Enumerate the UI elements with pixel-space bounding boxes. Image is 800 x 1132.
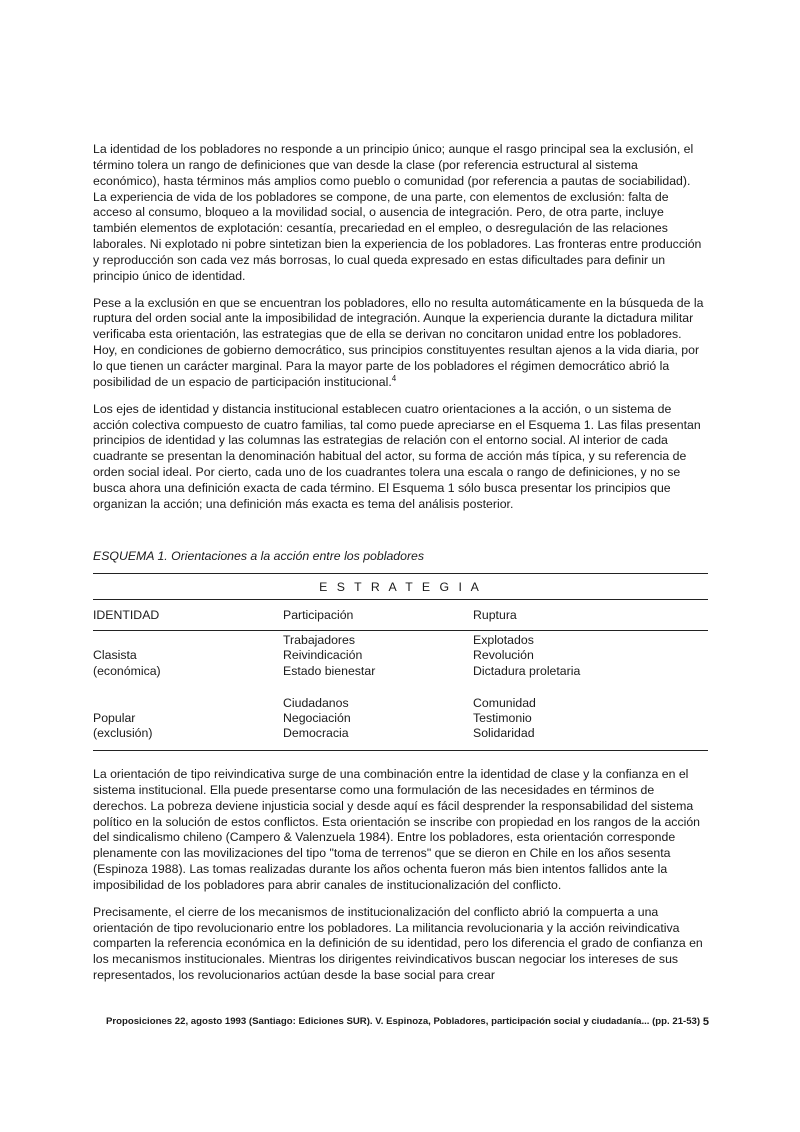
action-form: Reivindicación — [283, 648, 363, 663]
rupture-cell — [473, 633, 708, 679]
identity-sublabel: (exclusión) — [93, 726, 153, 741]
footnote-ref: 4 — [391, 373, 397, 383]
ideal-order: Solidaridad — [473, 726, 535, 741]
footer-citation: Proposiciones 22, agosto 1993 (Santiago: Ediciones SUR). V. Espinoza, Pobladores, participación social y ciudadanía... (pp. 21-53) — [106, 1016, 701, 1027]
strategy-header: E S T R A T E G I A — [319, 580, 482, 594]
paragraph-reivindicativa: La orientación de tipo reivindicativa surge de una combinación entre la identidad de clase y la confianza en el sistema institucional. Ella puede presentarse como una formulación de las necesidades en términos de derechos. La pobreza deviene injusticia social y desde aquí es fácil desprender la responsabilidad del sistema político en la solución de estos conflictos. Esta orientación se inscribe con propiedad en los rangos de la acción del sindicalismo chileno (Campero & Valenzuela 1984). Entre los pobladores, esta orientación corresponde plenamente con las movilizaciones del tipo "toma de terrenos" que se dieron en Chile en los años sesenta (Espinoza 1988). Las tomas realizadas durante los años ochenta fueron más bien intentos fallidos ante la imposibilidad de los pobladores para abrir canales de institucionalización del conflicto. — [93, 767, 701, 892]
body-text-top — [93, 142, 705, 524]
paragraph-revolucionaria: Precisamente, el cierre de los mecanismos de institucionalización del conflicto abrió la compuerta a una orientación de tipo revolucionario entre los pobladores. La militancia revolucionaria y la acción reivindicativa comparten la referencia económica en la definición de su identidad, pero los diferencia el grado de confianza en los mecanismos institucionales. Mientras los dirigentes reivindicativos buscan negociar los intereses de sus representados, los revolucionarios actúan desde la base social para crear — [93, 904, 703, 983]
rupture-cell — [473, 696, 708, 742]
column-headers — [93, 600, 708, 630]
esquema-table — [93, 573, 708, 751]
identity-label: Popular — [93, 711, 136, 726]
participation-cell — [283, 633, 473, 679]
paragraph-exclusion — [93, 296, 705, 391]
table-rule-bottom — [93, 750, 708, 751]
page-number: 5 — [702, 1016, 709, 1028]
ideal-order: Dictadura proletaria — [473, 663, 581, 678]
table-row-popular — [93, 694, 708, 742]
col-participation: Participación — [283, 608, 354, 622]
ideal-order: Democracia — [283, 726, 349, 741]
actor: Trabajadores — [283, 633, 355, 647]
identity-cell — [93, 696, 283, 742]
page-footer — [106, 1016, 709, 1027]
table-row-clasista — [93, 631, 708, 679]
identity-sublabel: (económica) — [93, 663, 161, 678]
identity-cell — [93, 633, 283, 679]
action-form: Revolución — [473, 648, 534, 663]
identity-label: Clasista — [93, 648, 137, 663]
esquema-caption: ESQUEMA 1. Orientaciones a la acción entre los pobladores — [93, 549, 425, 563]
action-form: Testimonio — [473, 711, 532, 726]
ideal-order: Estado bienestar — [283, 663, 376, 678]
paragraph-identity: La identidad de los pobladores no responde a un principio único; aunque el rasgo principal sea la exclusión, el término tolera un rango de definiciones que van desde la clase (por referencia estructural al sistema económico), hasta términos más amplios como pueblo o comunidad (por referencia a pautas de sociabilidad). La experiencia de vida de los pobladores se compone, de una parte, con elementos de exclusión: falta de acceso al consumo, bloqueo a la movilidad social, o ausencia de integración. Pero, de otra parte, incluye también elementos de explotación: cesantía, precariedad en el empleo, o desregulación de las relaciones laborales. Ni explotado ni pobre sintetizan bien la experiencia de los pobladores. Las fronteras entre producción y reproducción son cada vez más borrosas, lo cual queda expresado en estas dificultades para definir un principio único de identidad. — [93, 142, 702, 283]
paragraph-exclusion-text: Pese a la exclusión en que se encuentran los pobladores, ello no resulta automáticamente en la búsqueda de la ruptura del orden social ante la imposibilidad de integración. Aunque la experiencia durante la dictadura militar verificaba esta orientación, las estrategias que de ella se derivan no concitaron unidad entre los pobladores. Hoy, en condiciones de gobierno democrático, sus principios constituyentes resultan ajenos a la vida diaria, por lo que tienen un carácter marginal. Para la mayor parte de los pobladores el régimen democrático abrió la posibilidad de un espacio de participación institucional. — [93, 295, 704, 389]
participation-cell — [283, 696, 473, 742]
actor: Comunidad — [473, 695, 536, 710]
col-rupture: Ruptura — [473, 608, 517, 622]
paragraph-axes: Los ejes de identidad y distancia institucional establecen cuatro orientaciones a la acción, o un sistema de acción colectiva compuesto de cuatro familias, tal como puede apreciarse en el Esquema 1. Las filas presentan principios de identidad y las columnas las estrategias de relación con el entorno social. Al interior de cada cuadrante se presentan la denominación habitual del actor, su forma de acción más típica, y su referencia de orden social ideal. Por cierto, cada uno de los cuadrantes tolera una escala o rango de definiciones, y no se busca ahora una definición exacta de cada término. El Esquema 1 sólo busca presentar los principios que organizan la acción; una definición más exacta es tema del análisis posterior. — [93, 401, 701, 511]
actor: Explotados — [473, 633, 534, 647]
actor: Ciudadanos — [283, 695, 349, 710]
action-form: Negociación — [283, 711, 351, 726]
col-identity: IDENTIDAD — [93, 608, 160, 622]
body-text-bottom — [93, 767, 705, 995]
